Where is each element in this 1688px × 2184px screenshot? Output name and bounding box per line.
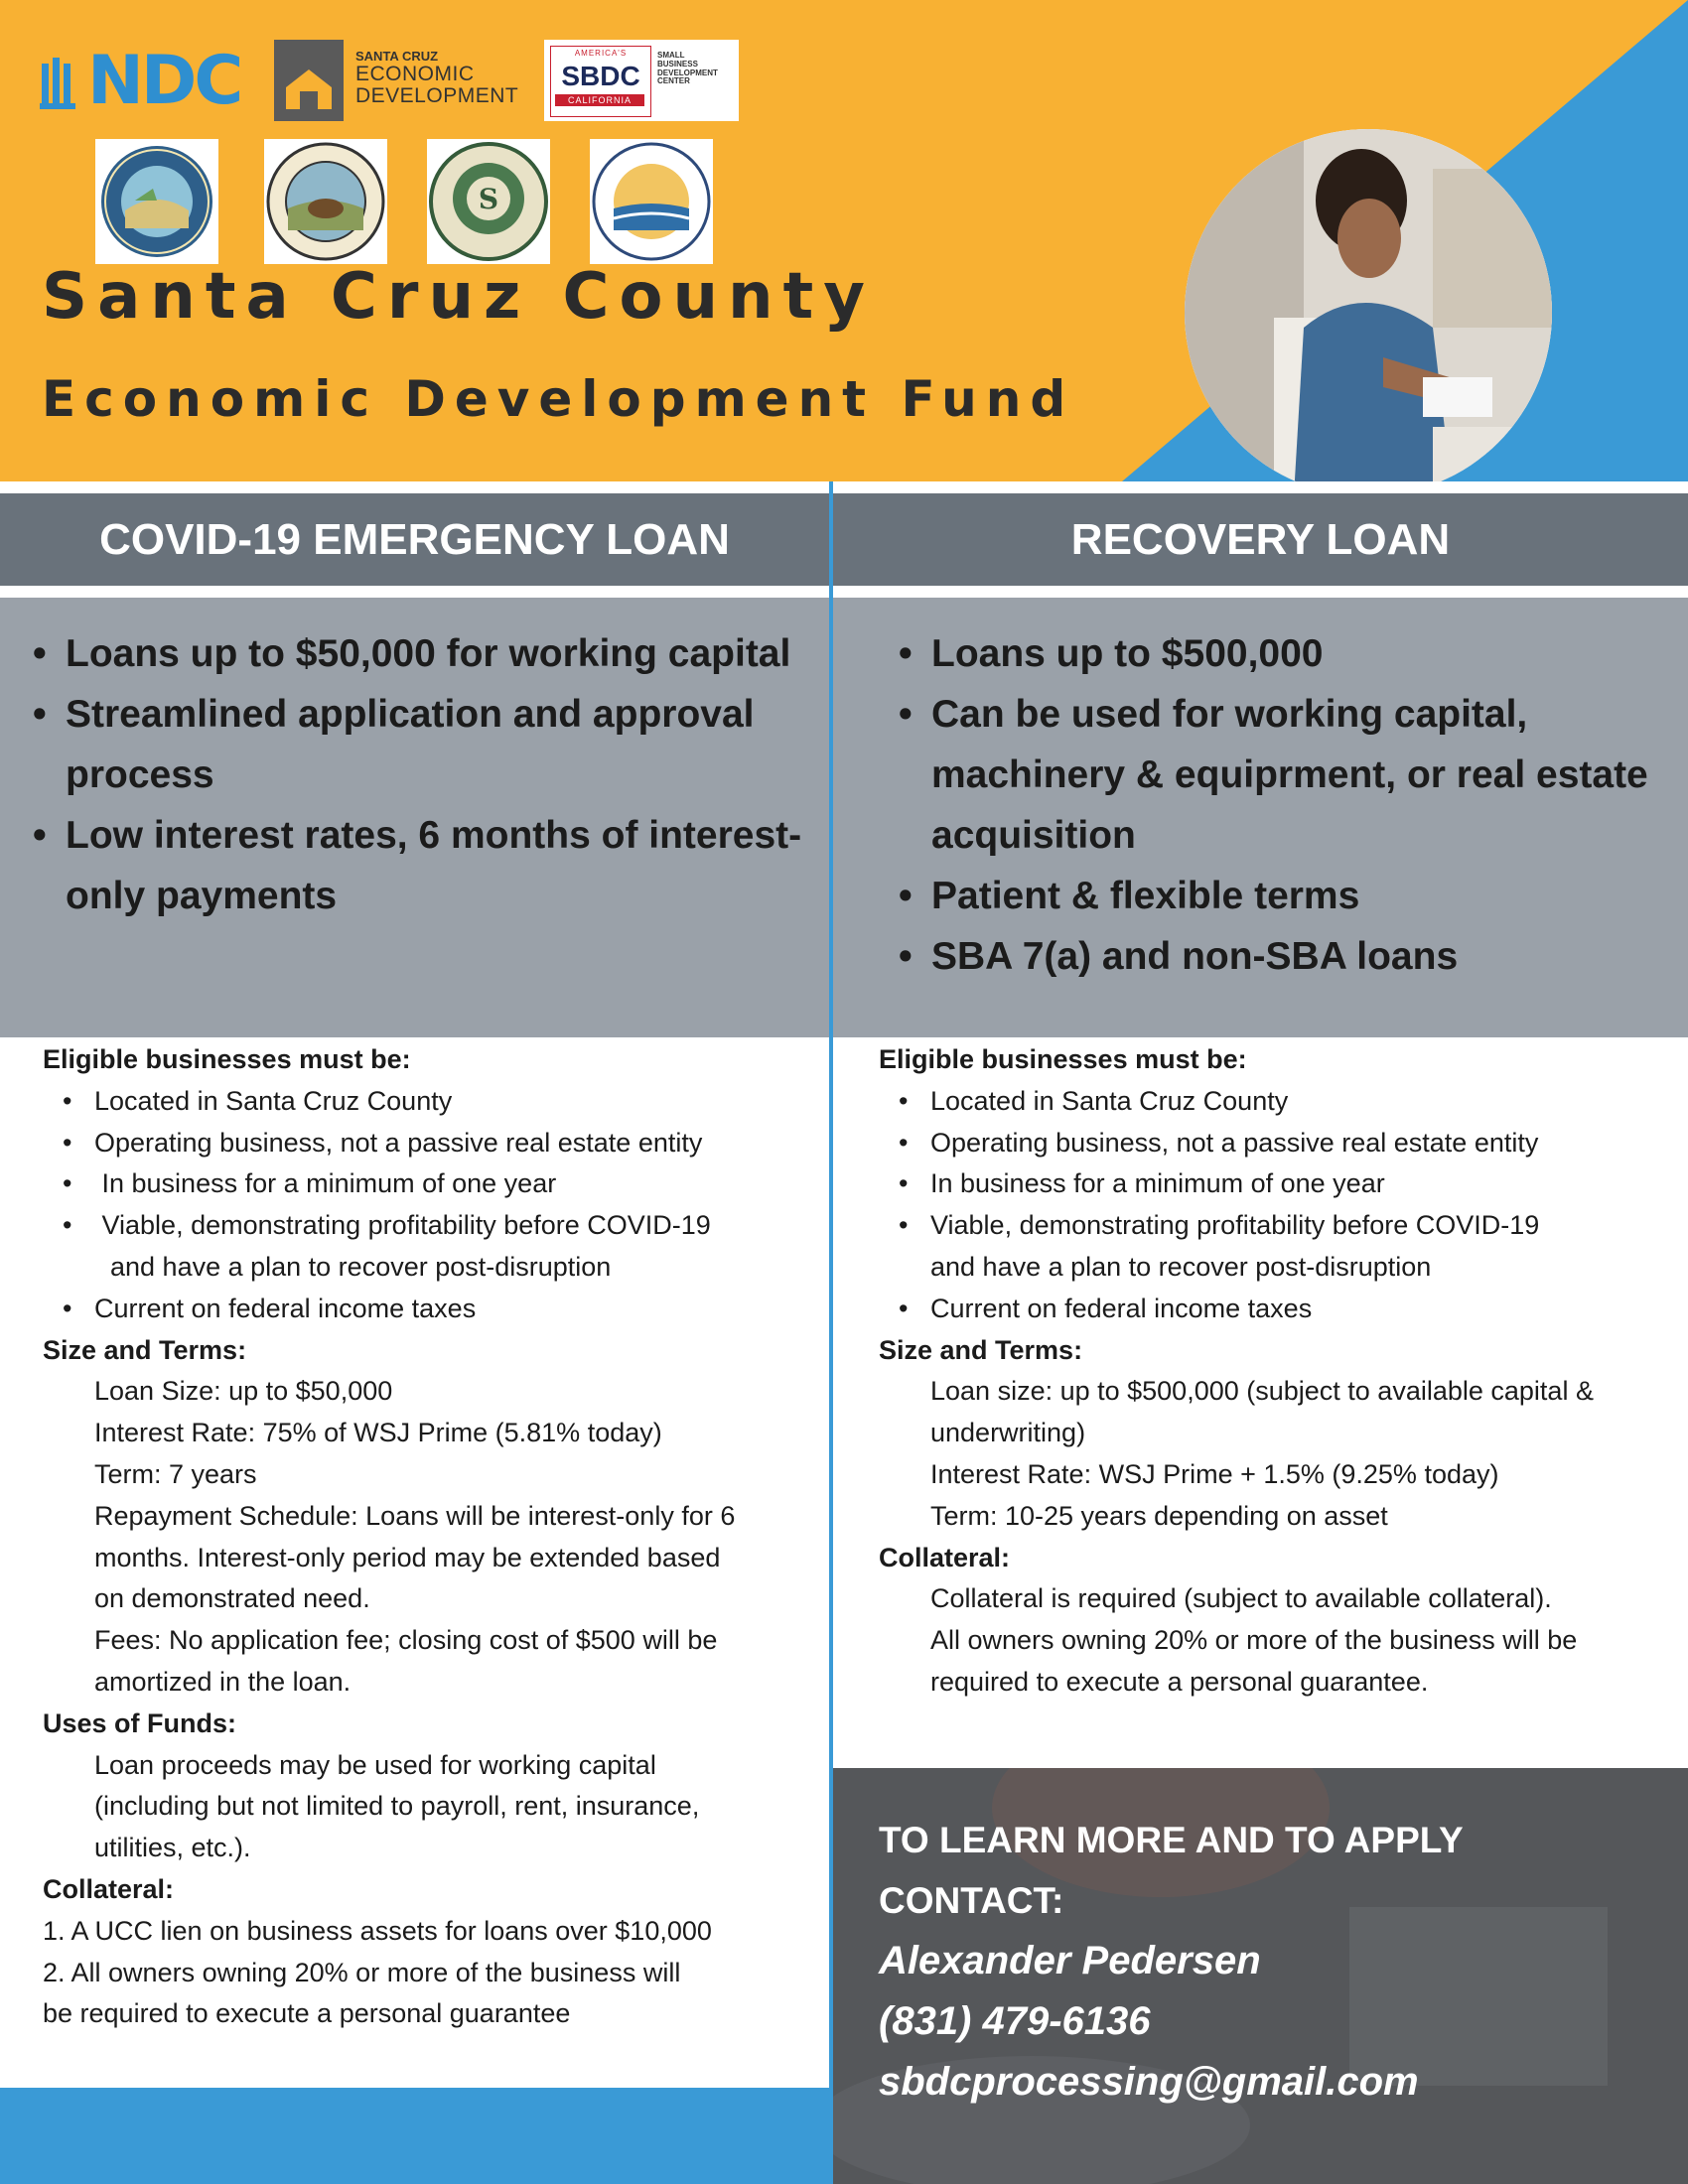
- size-terms-line: on demonstrated need.: [94, 1583, 370, 1614]
- contact-panel: [833, 1768, 1688, 2184]
- highlight-item: • Low interest rates, 6 months of interest-only payments: [33, 805, 807, 926]
- eligibility-item: • Located in Santa Cruz County: [43, 1081, 817, 1123]
- house-icon: [274, 40, 344, 121]
- sbdc-logo: [544, 40, 739, 121]
- eligibility-list: [879, 1081, 1673, 1247]
- covid-loan-highlights: [0, 598, 829, 1037]
- collateral-line: 2. All owners owning 20% or more of the business will: [43, 1957, 681, 1987]
- santa-cruz-county-seal-icon: [264, 139, 387, 264]
- contact-heading-line2: CONTACT:: [879, 1880, 1064, 1921]
- collateral-line: Collateral is required (subject to available collateral).: [930, 1583, 1552, 1614]
- ndc-logo: [40, 42, 241, 120]
- santa-cruz-economic-development-logo: [274, 40, 519, 121]
- eligibility-heading: Eligible businesses must be:: [43, 1044, 411, 1074]
- size-terms-line: underwriting): [930, 1418, 1086, 1448]
- size-terms-line: Interest Rate: 75% of WSJ Prime (5.81% today): [94, 1418, 662, 1448]
- eligibility-item: • Operating business, not a passive real estate entity: [43, 1123, 817, 1164]
- collateral-line: 1. A UCC lien on business assets for loans over $10,000: [43, 1915, 712, 1946]
- ndc-mark-icon: [40, 54, 85, 113]
- page-title: Santa Cruz County: [42, 260, 875, 334]
- eligibility-item: • In business for a minimum of one year: [43, 1163, 817, 1205]
- highlight-item: • Loans up to $500,000: [899, 623, 1683, 684]
- page-subtitle: Economic Development Fund: [42, 370, 1075, 428]
- collateral-line: be required to execute a personal guarantee: [43, 1998, 571, 2029]
- collateral-heading: Collateral:: [43, 1873, 175, 1904]
- eligibility-continuation: and have a plan to recover post-disruption: [110, 1251, 612, 1282]
- eligibility-item: • In business for a minimum of one year: [879, 1163, 1673, 1205]
- highlight-item: • Can be used for working capital, machinery & equiprment, or real estate acquisition: [899, 684, 1683, 866]
- eligibility-item: • Located in Santa Cruz County: [879, 1081, 1673, 1123]
- size-terms-line: Loan size: up to $500,000 (subject to available capital &: [930, 1376, 1594, 1407]
- eligibility-continuation: and have a plan to recover post-disruption: [930, 1251, 1432, 1282]
- uses-of-funds-line: utilities, etc.).: [94, 1833, 251, 1863]
- eligibility-list: [43, 1081, 817, 1247]
- sbdc-right-line2: BUSINESS: [657, 59, 698, 68]
- sbdc-right-line3: DEVELOPMENT: [657, 68, 718, 77]
- highlight-item: • Patient & flexible terms: [899, 866, 1683, 926]
- recovery-loan-details: [879, 1039, 1673, 1704]
- header-banner: [0, 0, 1688, 481]
- eligibility-list-tail: [43, 1289, 817, 1330]
- scedp-line3: DEVELOPMENT: [355, 83, 519, 107]
- size-terms-line: amortized in the loan.: [94, 1666, 352, 1697]
- eligibility-item: • Operating business, not a passive real estate entity: [879, 1123, 1673, 1164]
- eligibility-item: • Current on federal income taxes: [43, 1289, 817, 1330]
- scedp-line1: SANTA CRUZ: [355, 49, 439, 64]
- eligibility-heading: Eligible businesses must be:: [879, 1044, 1247, 1074]
- sbdc-main-text: SBDC: [561, 61, 640, 91]
- contact-phone[interactable]: (831) 479-6136: [879, 1999, 1151, 2043]
- sbdc-right-line1: SMALL: [657, 51, 685, 60]
- recovery-loan-heading: RECOVERY LOAN: [833, 493, 1688, 586]
- recovery-loan-highlights: [833, 598, 1688, 1037]
- highlight-item: • SBA 7(a) and non-SBA loans: [899, 926, 1683, 987]
- uses-of-funds-line: Loan proceeds may be used for working capital: [94, 1749, 656, 1780]
- size-terms-line: Fees: No application fee; closing cost of $500 will be: [94, 1625, 718, 1656]
- ndc-wordmark: NDC: [87, 42, 241, 120]
- collateral-line: All owners owning 20% or more of the business will be: [930, 1625, 1578, 1656]
- eligibility-item: • Viable, demonstrating profitability before COVID-19: [879, 1205, 1673, 1247]
- eligibility-item: • Current on federal income taxes: [879, 1289, 1673, 1330]
- contact-email[interactable]: sbdcprocessing@gmail.com: [879, 2060, 1419, 2104]
- size-terms-heading: Size and Terms:: [879, 1334, 1083, 1365]
- contact-name: Alexander Pedersen: [879, 1939, 1261, 1982]
- capitola-seal-icon: [590, 139, 713, 264]
- collateral-heading: Collateral:: [879, 1542, 1011, 1572]
- watsonville-seal-icon: [95, 139, 218, 264]
- covid-loan-heading: COVID-19 EMERGENCY LOAN: [0, 493, 829, 586]
- scedp-line2: ECONOMIC: [355, 62, 475, 85]
- collateral-line: required to execute a personal guarantee.: [930, 1666, 1429, 1697]
- size-terms-line: Term: 10-25 years depending on asset: [930, 1500, 1388, 1531]
- size-terms-line: Loan Size: up to $50,000: [94, 1376, 393, 1407]
- size-terms-line: Interest Rate: WSJ Prime + 1.5% (9.25% today): [930, 1458, 1499, 1489]
- eligibility-list-tail: [879, 1289, 1673, 1330]
- covid-loan-details: [43, 1039, 817, 2035]
- highlight-item: • Loans up to $50,000 for working capital: [33, 623, 807, 684]
- footer-accent-bar: [0, 2088, 829, 2184]
- uses-of-funds-heading: Uses of Funds:: [43, 1707, 237, 1738]
- svg-text:S: S: [478, 183, 499, 215]
- size-terms-heading: Size and Terms:: [43, 1334, 247, 1365]
- scotts-valley-seal-icon: [427, 139, 550, 264]
- size-terms-line: Repayment Schedule: Loans will be interest-only for 6: [94, 1500, 736, 1531]
- sbdc-right-line4: CENTER: [657, 76, 690, 86]
- eligibility-item: • Viable, demonstrating profitability before COVID-19: [43, 1205, 817, 1247]
- uses-of-funds-line: (including but not limited to payroll, rent, insurance,: [94, 1791, 700, 1822]
- sbdc-top-text: AMERICA'S: [574, 49, 628, 58]
- size-terms-line: months. Interest-only period may be extended based: [94, 1542, 721, 1572]
- businesswoman-photo: [1185, 129, 1552, 481]
- sbdc-state-text: CALIFORNIA: [555, 94, 644, 106]
- contact-heading-line1: TO LEARN MORE AND TO APPLY: [879, 1820, 1464, 1860]
- highlight-item: • Streamlined application and approval process: [33, 684, 807, 805]
- size-terms-line: Term: 7 years: [94, 1458, 257, 1489]
